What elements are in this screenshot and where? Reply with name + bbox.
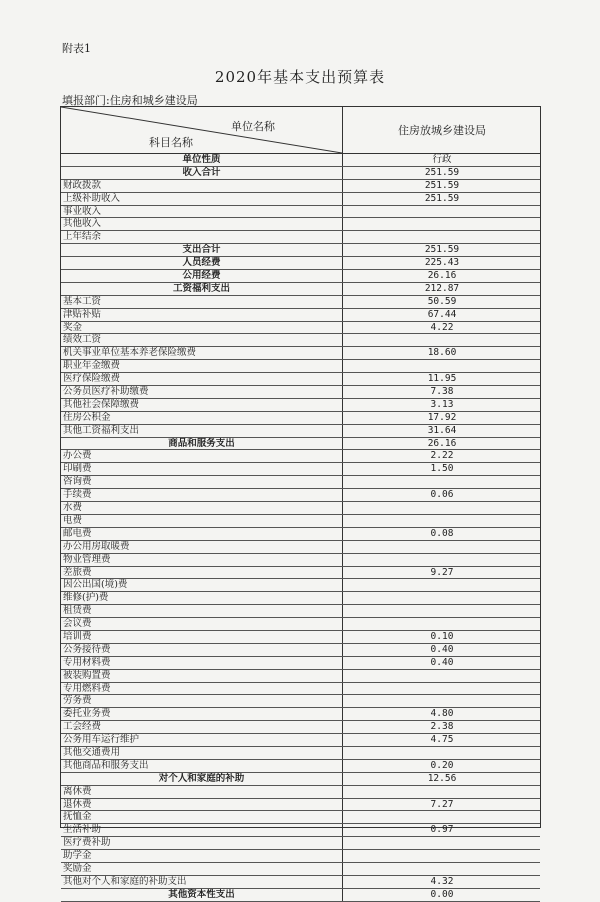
row-value: 3.13 xyxy=(342,399,541,411)
row-value: 0.97 xyxy=(342,824,541,836)
row-value: 17.92 xyxy=(342,412,541,424)
table-row xyxy=(61,438,540,451)
row-value: 0.40 xyxy=(342,644,541,656)
table-row xyxy=(61,502,540,515)
row-value: 0.40 xyxy=(342,657,541,669)
row-value: 212.87 xyxy=(342,283,541,295)
row-label: 商品和服务支出 xyxy=(168,437,235,449)
row-label: 维修(护)费 xyxy=(63,592,109,604)
row-value xyxy=(342,334,541,346)
row-label: 收入合计 xyxy=(182,166,221,178)
table-row xyxy=(61,386,540,399)
row-label: 其他资本性支出 xyxy=(168,888,235,900)
table-row xyxy=(61,824,540,837)
row-label: 其他对个人和家庭的补助支出 xyxy=(63,875,187,887)
row-label: 物业管理费 xyxy=(63,553,111,565)
table-row xyxy=(61,193,540,206)
row-value: 7.38 xyxy=(342,386,541,398)
table-row xyxy=(61,721,540,734)
table-row xyxy=(61,167,540,180)
row-label: 其他商品和服务支出 xyxy=(63,759,149,771)
row-value: 4.80 xyxy=(342,708,541,720)
header-diagonal-cell xyxy=(61,107,342,153)
budget-table xyxy=(60,106,541,900)
table-row xyxy=(61,811,540,824)
table-row xyxy=(61,850,540,863)
table-row xyxy=(61,773,540,786)
row-label: 单位性质 xyxy=(182,154,221,165)
row-value xyxy=(342,695,541,707)
row-label: 支出合计 xyxy=(182,244,221,256)
row-label: 上级补助收入 xyxy=(63,192,121,204)
table-row xyxy=(61,708,540,721)
row-value: 2.38 xyxy=(342,721,541,733)
row-value xyxy=(342,786,541,798)
attachment-label: 附表1 xyxy=(62,42,91,55)
row-label: 公务接待费 xyxy=(63,643,111,655)
row-label: 其他收入 xyxy=(63,218,102,230)
row-value xyxy=(342,541,541,553)
row-value xyxy=(342,515,541,527)
unit-name-label: 单位名称 xyxy=(231,120,275,133)
row-value: 225.43 xyxy=(342,257,541,269)
row-value xyxy=(342,592,541,604)
row-value: 4.32 xyxy=(342,876,541,888)
table-row xyxy=(61,463,540,476)
row-value xyxy=(342,360,541,372)
department-label: 填报部门:住房和城乡建设局 xyxy=(62,94,198,107)
row-value: 0.20 xyxy=(342,760,541,772)
table-row xyxy=(61,231,540,244)
row-label: 工资福利支出 xyxy=(172,282,230,294)
row-label: 被装购置费 xyxy=(63,669,111,681)
table-row xyxy=(61,567,540,580)
row-label: 医疗保险缴费 xyxy=(63,373,121,385)
table-row xyxy=(61,476,540,489)
row-value xyxy=(342,206,541,218)
row-label: 人员经费 xyxy=(182,257,221,269)
row-value: 251.59 xyxy=(342,180,541,192)
table-row xyxy=(61,322,540,335)
table-row xyxy=(61,644,540,657)
table-row xyxy=(61,863,540,876)
row-label: 奖励金 xyxy=(63,862,92,874)
table-row xyxy=(61,747,540,760)
table-row xyxy=(61,334,540,347)
row-label: 手续费 xyxy=(63,489,92,501)
table-row xyxy=(61,244,540,257)
row-value: 251.59 xyxy=(342,167,541,179)
row-value: 67.44 xyxy=(342,309,541,321)
table-header xyxy=(61,107,540,154)
table-row xyxy=(61,799,540,812)
table-row xyxy=(61,399,540,412)
row-label: 培训费 xyxy=(63,630,92,642)
table-row xyxy=(61,206,540,219)
table-row xyxy=(61,592,540,605)
table-row xyxy=(61,631,540,644)
row-value: 251.59 xyxy=(342,193,541,205)
row-label: 电费 xyxy=(63,514,83,526)
row-value: 18.60 xyxy=(342,347,541,359)
row-value: 26.16 xyxy=(342,270,541,282)
row-label: 公用经费 xyxy=(182,270,221,282)
table-row xyxy=(61,309,540,322)
table-row xyxy=(61,425,540,438)
table-row xyxy=(61,270,540,283)
table-row xyxy=(61,283,540,296)
row-label: 生活补助 xyxy=(63,824,102,836)
row-value: 9.27 xyxy=(342,567,541,579)
table-row xyxy=(61,296,540,309)
table-row xyxy=(61,876,540,889)
row-value: 251.59 xyxy=(342,244,541,256)
row-label: 其他工资福利支出 xyxy=(63,424,140,436)
table-row xyxy=(61,837,540,850)
table-row xyxy=(61,734,540,747)
row-value: 12.56 xyxy=(342,773,541,785)
table-row xyxy=(61,554,540,567)
subject-name-label: 科目名称 xyxy=(149,136,193,149)
row-value: 26.16 xyxy=(342,438,541,450)
row-label: 专用材料费 xyxy=(63,656,111,668)
row-label: 公务员医疗补助缴费 xyxy=(63,386,149,398)
row-value xyxy=(342,231,541,243)
row-label: 咨询费 xyxy=(63,476,92,488)
row-value: 0.10 xyxy=(342,631,541,643)
row-label: 对个人和家庭的补助 xyxy=(158,772,245,784)
row-label: 办公用房取暖费 xyxy=(63,540,130,552)
row-label: 专用燃料费 xyxy=(63,682,111,694)
row-value: 0.06 xyxy=(342,489,541,501)
row-value: 50.59 xyxy=(342,296,541,308)
table-row xyxy=(61,515,540,528)
row-label: 职业年金缴费 xyxy=(63,360,121,372)
row-label: 其他交通费用 xyxy=(63,746,121,758)
table-row xyxy=(61,786,540,799)
row-value: 11.95 xyxy=(342,373,541,385)
row-value: 1.50 xyxy=(342,463,541,475)
row-label: 印刷费 xyxy=(63,463,92,475)
table-body xyxy=(61,154,540,902)
table-row xyxy=(61,528,540,541)
table-row xyxy=(61,489,540,502)
row-label: 劳务费 xyxy=(63,695,92,707)
table-row xyxy=(61,450,540,463)
row-label: 办公费 xyxy=(63,450,92,462)
row-value xyxy=(342,670,541,682)
row-label: 离休费 xyxy=(63,785,92,797)
row-label: 退休费 xyxy=(63,798,92,810)
table-row xyxy=(61,618,540,631)
row-value: 31.64 xyxy=(342,425,541,437)
row-value xyxy=(342,618,541,630)
diagonal-line xyxy=(61,107,342,153)
table-row xyxy=(61,760,540,773)
table-row xyxy=(61,412,540,425)
table-row xyxy=(61,347,540,360)
row-label: 基本工资 xyxy=(63,295,102,307)
row-value xyxy=(342,811,541,823)
table-row xyxy=(61,218,540,231)
row-label: 因公出国(境)费 xyxy=(63,579,128,591)
row-label: 公务用车运行维护 xyxy=(63,734,140,746)
row-label: 其他社会保障缴费 xyxy=(63,398,140,410)
table-row xyxy=(61,889,540,902)
row-value xyxy=(342,476,541,488)
row-label: 奖金 xyxy=(63,321,83,333)
table-row xyxy=(61,541,540,554)
row-value xyxy=(342,683,541,695)
unit-value: 住房放城乡建设局 xyxy=(342,107,541,153)
table-row xyxy=(61,579,540,592)
row-value: 4.22 xyxy=(342,322,541,334)
row-value: 4.75 xyxy=(342,734,541,746)
table-row xyxy=(61,373,540,386)
row-label: 会议费 xyxy=(63,618,92,630)
row-value: 0.08 xyxy=(342,528,541,540)
row-value: 行政 xyxy=(342,154,541,166)
table-row xyxy=(61,695,540,708)
row-value xyxy=(342,837,541,849)
table-row xyxy=(61,257,540,270)
table-row xyxy=(61,657,540,670)
row-value xyxy=(342,579,541,591)
row-label: 绩效工资 xyxy=(63,334,102,346)
row-value xyxy=(342,554,541,566)
page-title: 2020年基本支出预算表 xyxy=(214,68,386,86)
row-label: 水费 xyxy=(63,502,83,514)
table-row xyxy=(61,605,540,618)
row-label: 抚恤金 xyxy=(63,811,92,823)
row-value xyxy=(342,863,541,875)
table-row xyxy=(61,154,540,167)
row-value xyxy=(342,218,541,230)
table-row xyxy=(61,360,540,373)
row-label: 上年结余 xyxy=(63,231,102,243)
row-label: 机关事业单位基本养老保险缴费 xyxy=(63,347,197,359)
row-label: 住房公积金 xyxy=(63,411,111,423)
row-label: 医疗费补助 xyxy=(63,837,111,849)
table-row xyxy=(61,683,540,696)
row-value xyxy=(342,850,541,862)
row-label: 邮电费 xyxy=(63,527,92,539)
row-label: 助学金 xyxy=(63,850,92,862)
table-row xyxy=(61,180,540,193)
row-label: 工会经费 xyxy=(63,721,102,733)
row-value: 7.27 xyxy=(342,799,541,811)
row-value xyxy=(342,605,541,617)
row-label: 租赁费 xyxy=(63,605,92,617)
row-label: 津贴补贴 xyxy=(63,308,102,320)
row-label: 委托业务费 xyxy=(63,708,111,720)
row-value: 0.00 xyxy=(342,889,541,901)
row-value xyxy=(342,502,541,514)
row-label: 财政拨款 xyxy=(63,179,102,191)
row-value xyxy=(342,747,541,759)
table-row xyxy=(61,670,540,683)
row-label: 差旅费 xyxy=(63,566,92,578)
row-label: 事业收入 xyxy=(63,205,102,217)
row-value: 2.22 xyxy=(342,450,541,462)
